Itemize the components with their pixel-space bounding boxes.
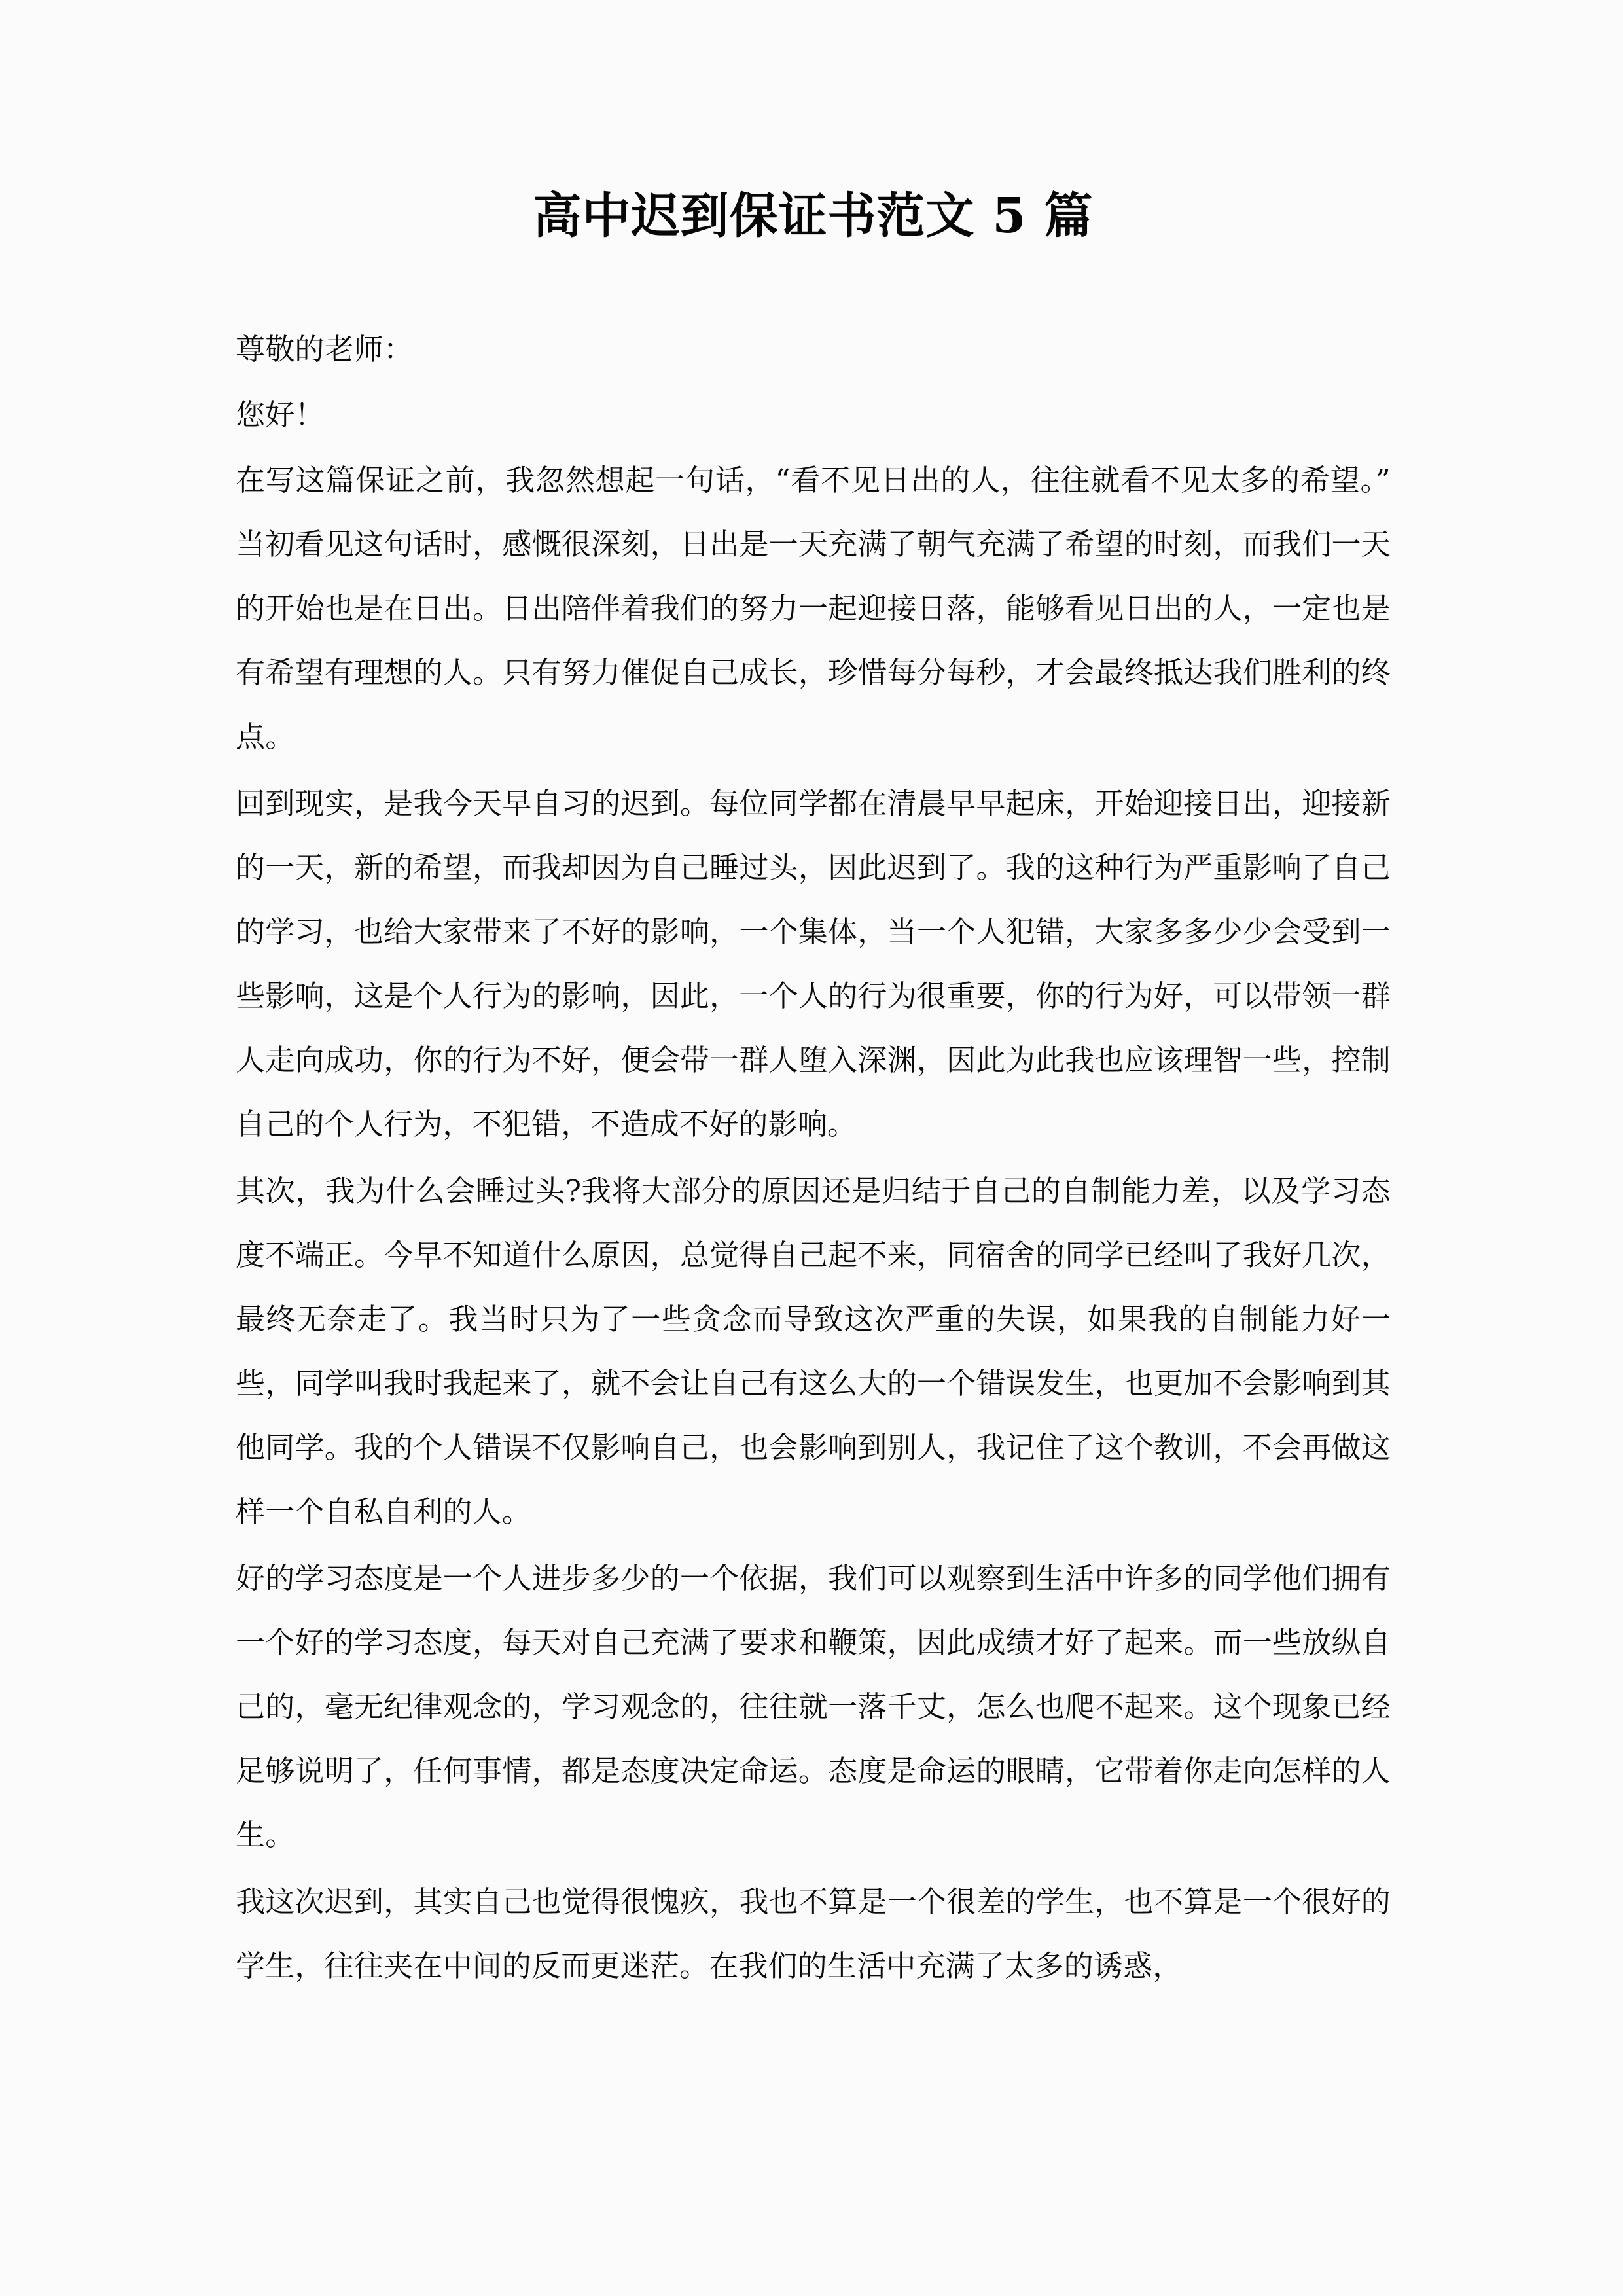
page-title: 高中迟到保证书范文 5 篇 [533,188,1094,244]
body-paragraph: 好的学习态度是一个人进步多少的一个依据，我们可以观察到生活中许多的同学他们拥有一个好的学习态度，每天对自己充满了要求和鞭策，因此成绩才好了起来。而一些放纵自己的，毫无纪律观念的，学习观念的，往往就一落千丈，怎么也爬不起来。这个现象已经足够说明了，任何事情，都是态度决定命运。态度是命运的眼睛，它带着你走向怎样的人生。 [236,1560,1391,1852]
body-paragraph: 我这次迟到，其实自己也觉得很愧疚，我也不算是一个很差的学生，也不算是一个很好的学生，往往夹在中间的反而更迷茫。在我们的生活中充满了太多的诱惑， [236,1884,1391,1983]
body-paragraph: 在写这篇保证之前，我忽然想起一句话，“看不见日出的人，往往就看不见太多的希望。”当初看见这句话时，感慨很深刻，日出是一天充满了朝气充满了希望的时刻，而我们一天的开始也是在日出。日出陪伴着我们的努力一起迎接日落，能够看见日出的人，一定也是有希望有理想的人。只有努力催促自己成长，珍惜每分每秒，才会最终抵达我们胜利的终点。 [236,462,1391,754]
greeting-line: 您好！ [236,397,325,432]
body-paragraph: 其次，我为什么会睡过头?我将大部分的原因还是归结于自己的自制能力差，以及学习态度不端正。今早不知道什么原因，总觉得自己起不来，同宿舍的同学已经叫了我好几次，最终无奈走了。我当时只为了一些贪念而导致这次严重的失误，如果我的自制能力好一些，同学叫我时我起来了，就不会让自己有这么大的一个错误发生，也更加不会影响到其他同学。我的个人错误不仅影响自己，也会影响到别人，我记住了这个教训，不会再做这样一个自私自利的人。 [236,1173,1391,1529]
document-body [236,317,1391,1998]
salutation-line: 尊敬的老师： [236,331,414,367]
body-paragraph: 回到现实，是我今天早自习的迟到。每位同学都在清晨早早起床，开始迎接日出，迎接新的一天，新的希望，而我却因为自己睡过头，因此迟到了。我的这种行为严重影响了自己的学习，也给大家带来了不好的影响，一个集体，当一个人犯错，大家多多少少会受到一些影响，这是个人行为的影响，因此，一个人的行为很重要，你的行为好，可以带领一群人走向成功，你的行为不好，便会带一群人堕入深渊，因此为此我也应该理智一些，控制自己的个人行为，不犯错，不造成不好的影响。 [236,785,1391,1141]
